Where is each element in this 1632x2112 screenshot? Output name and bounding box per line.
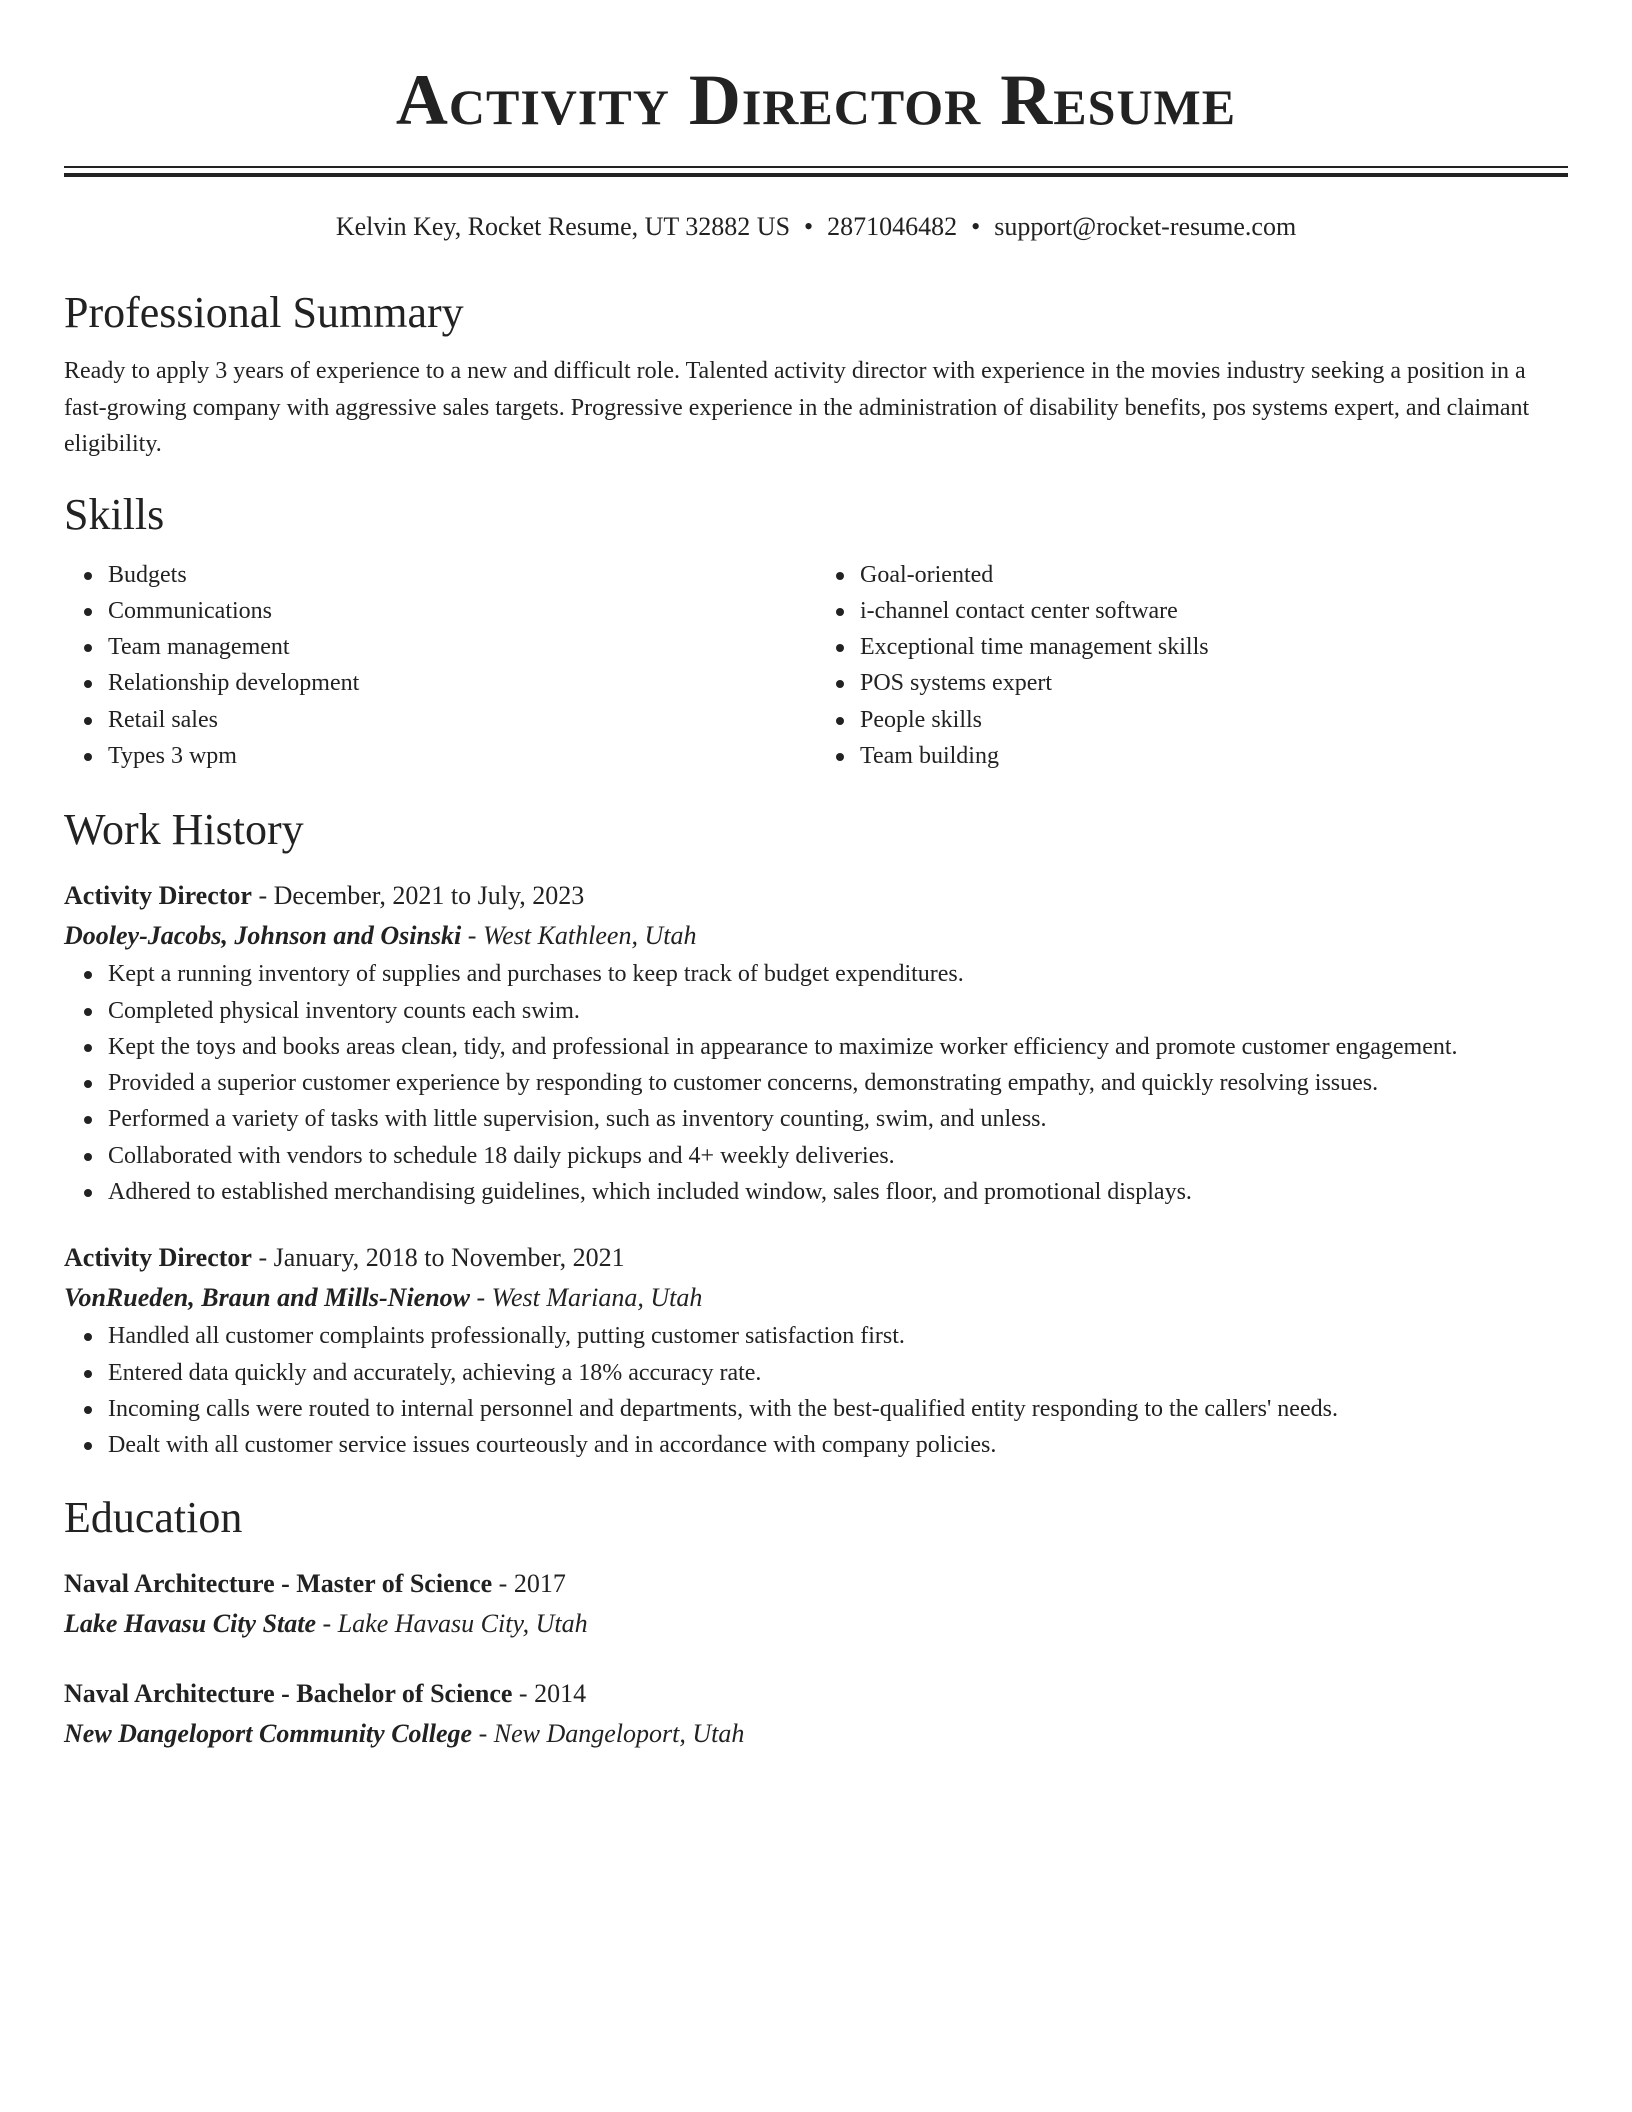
skills-column-left (64, 557, 816, 775)
job-header (64, 1238, 1568, 1278)
skill-item: Communications (108, 593, 816, 629)
skill-item: People skills (860, 702, 1568, 738)
skill-item: Types 3 wpm (108, 738, 816, 774)
education-degree-line (64, 1674, 1568, 1714)
education-heading: Education (64, 1492, 243, 1542)
skill-item: Goal-oriented (860, 557, 1568, 593)
education-location: - Lake Havasu City, Utah (322, 1608, 588, 1638)
contact-line (64, 211, 1568, 243)
title-double-rule (64, 166, 1568, 177)
skill-item: Relationship development (108, 665, 816, 701)
job-dates: - December, 2021 to July, 2023 (258, 881, 585, 911)
education-location: - New Dangeloport, Utah (478, 1718, 745, 1748)
job-duty: Handled all customer complaints professionally, putting customer satisfaction first. (108, 1318, 1568, 1354)
job-duty: Dealt with all customer service issues courteously and in accordance with company policies. (108, 1427, 1568, 1463)
skills-column-right (816, 557, 1568, 775)
job-role: Activity Director (64, 1243, 252, 1273)
summary-text: Ready to apply 3 years of experience to a new and difficult role. Talented activity director with experience in the movies industry seeking a position in a fast-growing company with aggressive sales targets. Progressive experience in the administration of disability benefits, pos systems expert, and claimant eligibility. (64, 358, 1530, 457)
contact-phone: 2871046482 (827, 212, 958, 241)
summary-section (64, 287, 1568, 463)
skills-heading: Skills (64, 489, 165, 539)
skills-grid (64, 557, 1568, 775)
education-degree: Naval Architecture - Master of Science (64, 1568, 493, 1598)
skills-section (64, 489, 1568, 775)
skill-item: Retail sales (108, 702, 816, 738)
job-duty: Entered data quickly and accurately, achieving a 18% accuracy rate. (108, 1355, 1568, 1391)
education-year: - 2017 (498, 1568, 566, 1598)
job-duties-list (64, 956, 1568, 1210)
job-employer-line (64, 916, 1568, 956)
work-history-heading: Work History (64, 805, 304, 855)
job-employer-line (64, 1278, 1568, 1318)
skill-item: Team management (108, 629, 816, 665)
contact-separator: • (971, 212, 981, 241)
job-header (64, 876, 1568, 916)
job-duty: Completed physical inventory counts each swim. (108, 993, 1568, 1029)
job-location: - West Mariana, Utah (476, 1283, 703, 1313)
job-location: - West Kathleen, Utah (467, 921, 697, 951)
job-duty: Kept the toys and books areas clean, tidy, and professional in appearance to maximize worker efficiency and promote customer engagement. (108, 1029, 1568, 1065)
job-company: VonRueden, Braun and Mills-Nienow (64, 1283, 471, 1313)
job-duty: Adhered to established merchandising guidelines, which included window, sales floor, and promotional displays. (108, 1174, 1568, 1210)
contact-separator: • (804, 212, 814, 241)
education-school: Lake Havasu City State (64, 1608, 317, 1638)
education-entry (64, 1564, 1568, 1644)
education-section (64, 1492, 1568, 1754)
job-company: Dooley-Jacobs, Johnson and Osinski (64, 921, 462, 951)
job-duty: Collaborated with vendors to schedule 18 daily pickups and 4+ weekly deliveries. (108, 1138, 1568, 1174)
job-duty: Provided a superior customer experience by responding to customer concerns, demonstrating empathy, and quickly resolving issues. (108, 1065, 1568, 1101)
summary-heading: Professional Summary (64, 288, 464, 337)
skill-item: Exceptional time management skills (860, 629, 1568, 665)
skill-item: Team building (860, 738, 1568, 774)
education-school-line (64, 1714, 1568, 1754)
skill-item: i-channel contact center software (860, 593, 1568, 629)
education-degree: Naval Architecture - Bachelor of Science (64, 1678, 513, 1708)
job-duties-list (64, 1318, 1568, 1463)
job-duty: Performed a variety of tasks with little supervision, such as inventory counting, swim, and unless. (108, 1101, 1568, 1137)
education-degree-line (64, 1564, 1568, 1604)
skill-item: Budgets (108, 557, 816, 593)
contact-address: Kelvin Key, Rocket Resume, UT 32882 US (335, 212, 791, 241)
education-entry (64, 1674, 1568, 1754)
job-entry (64, 1238, 1568, 1463)
job-duty: Kept a running inventory of supplies and purchases to keep track of budget expenditures. (108, 956, 1568, 992)
job-dates: - January, 2018 to November, 2021 (258, 1243, 625, 1273)
education-school: New Dangeloport Community College (64, 1718, 473, 1748)
contact-email: support@rocket-resume.com (994, 212, 1297, 241)
education-year: - 2014 (518, 1678, 587, 1708)
job-role: Activity Director (64, 881, 252, 911)
job-duty: Incoming calls were routed to internal personnel and departments, with the best-qualified entity responding to the callers' needs. (108, 1391, 1568, 1427)
skill-item: POS systems expert (860, 665, 1568, 701)
page-title: Activity Director Resume (395, 60, 1237, 140)
education-school-line (64, 1604, 1568, 1644)
job-entry (64, 876, 1568, 1210)
work-history-section (64, 804, 1568, 1463)
